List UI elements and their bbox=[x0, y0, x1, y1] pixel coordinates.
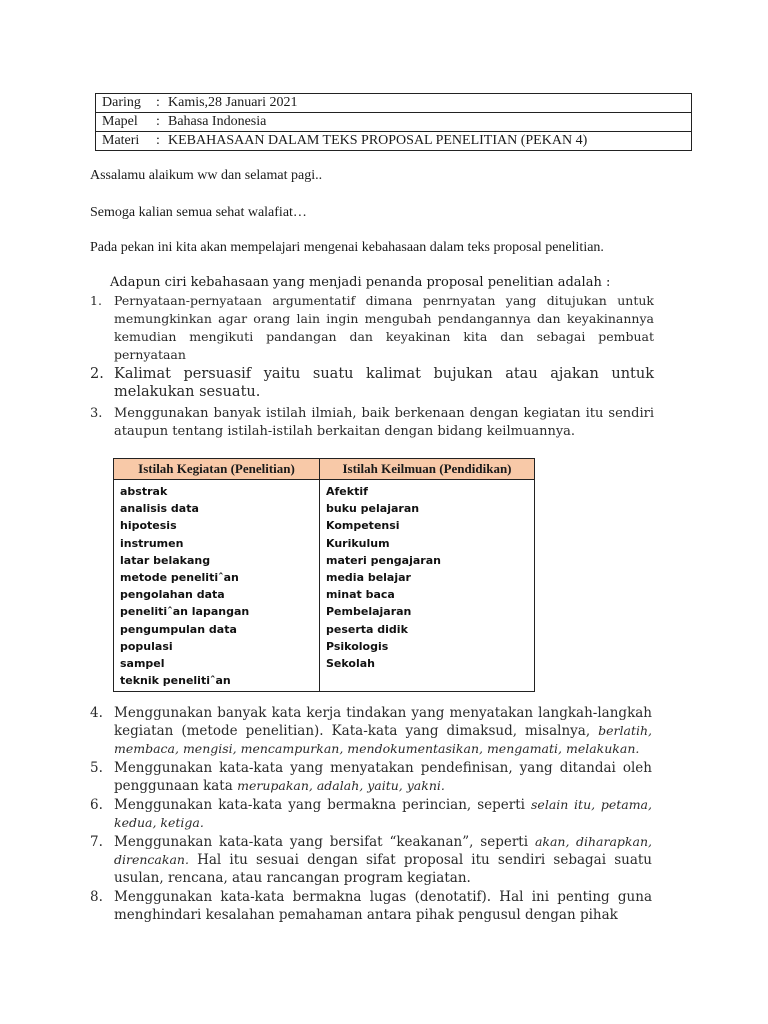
info-row-daring bbox=[96, 94, 692, 113]
term-item: minat baca bbox=[326, 588, 395, 602]
list-item bbox=[90, 833, 652, 887]
list-text: Menggunakan kata-kata yang bermakna perincian, seperti bbox=[114, 797, 525, 813]
term-item: hipotesis bbox=[120, 519, 177, 533]
term-item: latar belakang bbox=[120, 553, 211, 567]
list-italic-examples: berlatih, membaca, mengisi, mencampurkan, mendokumentasikan, mengamati, melakukan. bbox=[114, 723, 652, 756]
intro-text: Pada pekan ini kita akan mempelajari mengenai kebahasaan dalam teks proposal penelitian. bbox=[90, 240, 604, 255]
list-text: Menggunakan banyak istilah ilmiah, baik berkenaan dengan kegiatan itu sendiri ataupun tentang istilah-istilah berkaitan dengan bidang keilmuannya. bbox=[114, 406, 654, 439]
term-item: Kompetensi bbox=[326, 519, 400, 533]
terms-column-science bbox=[320, 480, 535, 692]
info-label: Materi bbox=[102, 133, 140, 148]
list-text: Menggunakan kata-kata bermakna lugas (denotatif). Hal ini penting guna menghindari kesalahan pemahaman antara pihak pengusul dengan pihak bbox=[114, 889, 652, 923]
list-item bbox=[90, 759, 652, 795]
list-text: Menggunakan kata-kata yang bersifat “keakanan”, seperti bbox=[114, 834, 529, 850]
list-item bbox=[90, 292, 654, 364]
wish-text: Semoga kalian semua sehat walafiat… bbox=[90, 205, 307, 220]
term-item: penelitiˆan lapangan bbox=[120, 605, 250, 619]
term-item: metode penelitiˆan bbox=[120, 571, 239, 585]
term-item: media belajar bbox=[326, 571, 411, 585]
list-item bbox=[90, 796, 652, 832]
term-item: pengolahan data bbox=[120, 588, 225, 602]
list-number: 4. bbox=[90, 705, 103, 721]
term-item: abstrak bbox=[120, 485, 168, 498]
list-italic-examples: akan, diharapkan, direncakan. bbox=[114, 834, 652, 867]
term-item: peserta didik bbox=[326, 622, 408, 636]
list-text: Menggunakan kata-kata yang menyatakan pendefinisan, yang ditandai oleh penggunaan kata bbox=[114, 760, 652, 794]
term-item: populasi bbox=[120, 639, 173, 653]
list-item bbox=[90, 704, 652, 758]
list-italic-examples: merupakan, adalah, yaitu, yakni. bbox=[237, 778, 445, 793]
criteria-list-bottom bbox=[90, 704, 652, 925]
info-row-materi bbox=[96, 132, 692, 151]
list-item bbox=[90, 405, 654, 441]
list-text: Kalimat persuasif yaitu suatu kalimat bujukan atau ajakan untuk melakukan sesuatu. bbox=[114, 366, 654, 400]
term-item: instrumen bbox=[120, 536, 184, 550]
greeting-text: Assalamu alaikum ww dan selamat pagi.. bbox=[90, 168, 323, 183]
list-number: 6. bbox=[90, 797, 103, 813]
info-label: Daring bbox=[102, 95, 141, 110]
info-separator: : bbox=[156, 114, 160, 129]
list-text-after: Hal itu sesuai dengan sifat proposal itu sendiri sebagai suatu usulan, rencana, atau rancangan program kegiatan. bbox=[114, 852, 652, 886]
term-item: buku pelajaran bbox=[326, 502, 420, 516]
term-item: Pembelajaran bbox=[326, 605, 412, 619]
list-text: Pernyataan-pernyataan argumentatif dimana penrnyatan yang ditujukan untuk memungkinkan agar orang lain ingin mengubah pendangannya dan keyakinannya kemudian mengikuti pandangan dan keyakinan kita dan sebagai pembuat pernyataan bbox=[114, 293, 654, 362]
info-row-mapel bbox=[96, 113, 692, 132]
list-number: 8. bbox=[90, 889, 103, 905]
term-item: pengumpulan data bbox=[120, 622, 237, 636]
list-number: 3. bbox=[90, 406, 103, 421]
info-separator: : bbox=[156, 95, 160, 110]
criteria-intro-text: Adapun ciri kebahasaan yang menjadi penanda proposal penelitian adalah : bbox=[110, 275, 611, 290]
term-item: Sekolah bbox=[326, 657, 375, 671]
term-item: Afektif bbox=[326, 485, 368, 498]
term-item: Psikologis bbox=[326, 639, 389, 653]
list-number: 1. bbox=[90, 293, 102, 308]
info-value: Bahasa Indonesia bbox=[168, 114, 267, 129]
list-item bbox=[90, 365, 654, 401]
terms-table bbox=[113, 458, 535, 692]
list-number: 5. bbox=[90, 760, 103, 776]
info-value: Kamis,28 Januari 2021 bbox=[168, 95, 298, 110]
list-number: 7. bbox=[90, 834, 103, 850]
terms-body-row bbox=[114, 480, 535, 692]
terms-header-row bbox=[114, 459, 535, 480]
terms-column-activity bbox=[114, 480, 320, 692]
info-label: Mapel bbox=[102, 114, 138, 129]
list-number: 2. bbox=[90, 366, 104, 382]
info-value: KEBAHASAAN DALAM TEKS PROPOSAL PENELITIAN (PEKAN 4) bbox=[168, 133, 588, 148]
term-item: analisis data bbox=[120, 502, 199, 516]
list-italic-examples: selain itu, petama, kedua, ketiga. bbox=[114, 797, 652, 830]
term-item: Kurikulum bbox=[326, 536, 390, 550]
info-separator: : bbox=[156, 133, 160, 148]
list-text: Menggunakan banyak kata kerja tindakan yang menyatakan langkah-langkah kegiatan (metode penelitian). Kata-kata yang dimaksud, misalnya, bbox=[114, 705, 652, 739]
list-item bbox=[90, 888, 652, 924]
terms-header-science: Istilah Keilmuan (Pendidikan) bbox=[320, 459, 535, 480]
term-item: teknik penelitiˆan bbox=[120, 674, 231, 688]
term-item: materi pengajaran bbox=[326, 553, 441, 567]
term-item: sampel bbox=[120, 657, 165, 671]
criteria-list-top bbox=[90, 292, 654, 441]
lesson-info-table bbox=[95, 93, 692, 151]
terms-header-activity: Istilah Kegiatan (Penelitian) bbox=[114, 459, 320, 480]
